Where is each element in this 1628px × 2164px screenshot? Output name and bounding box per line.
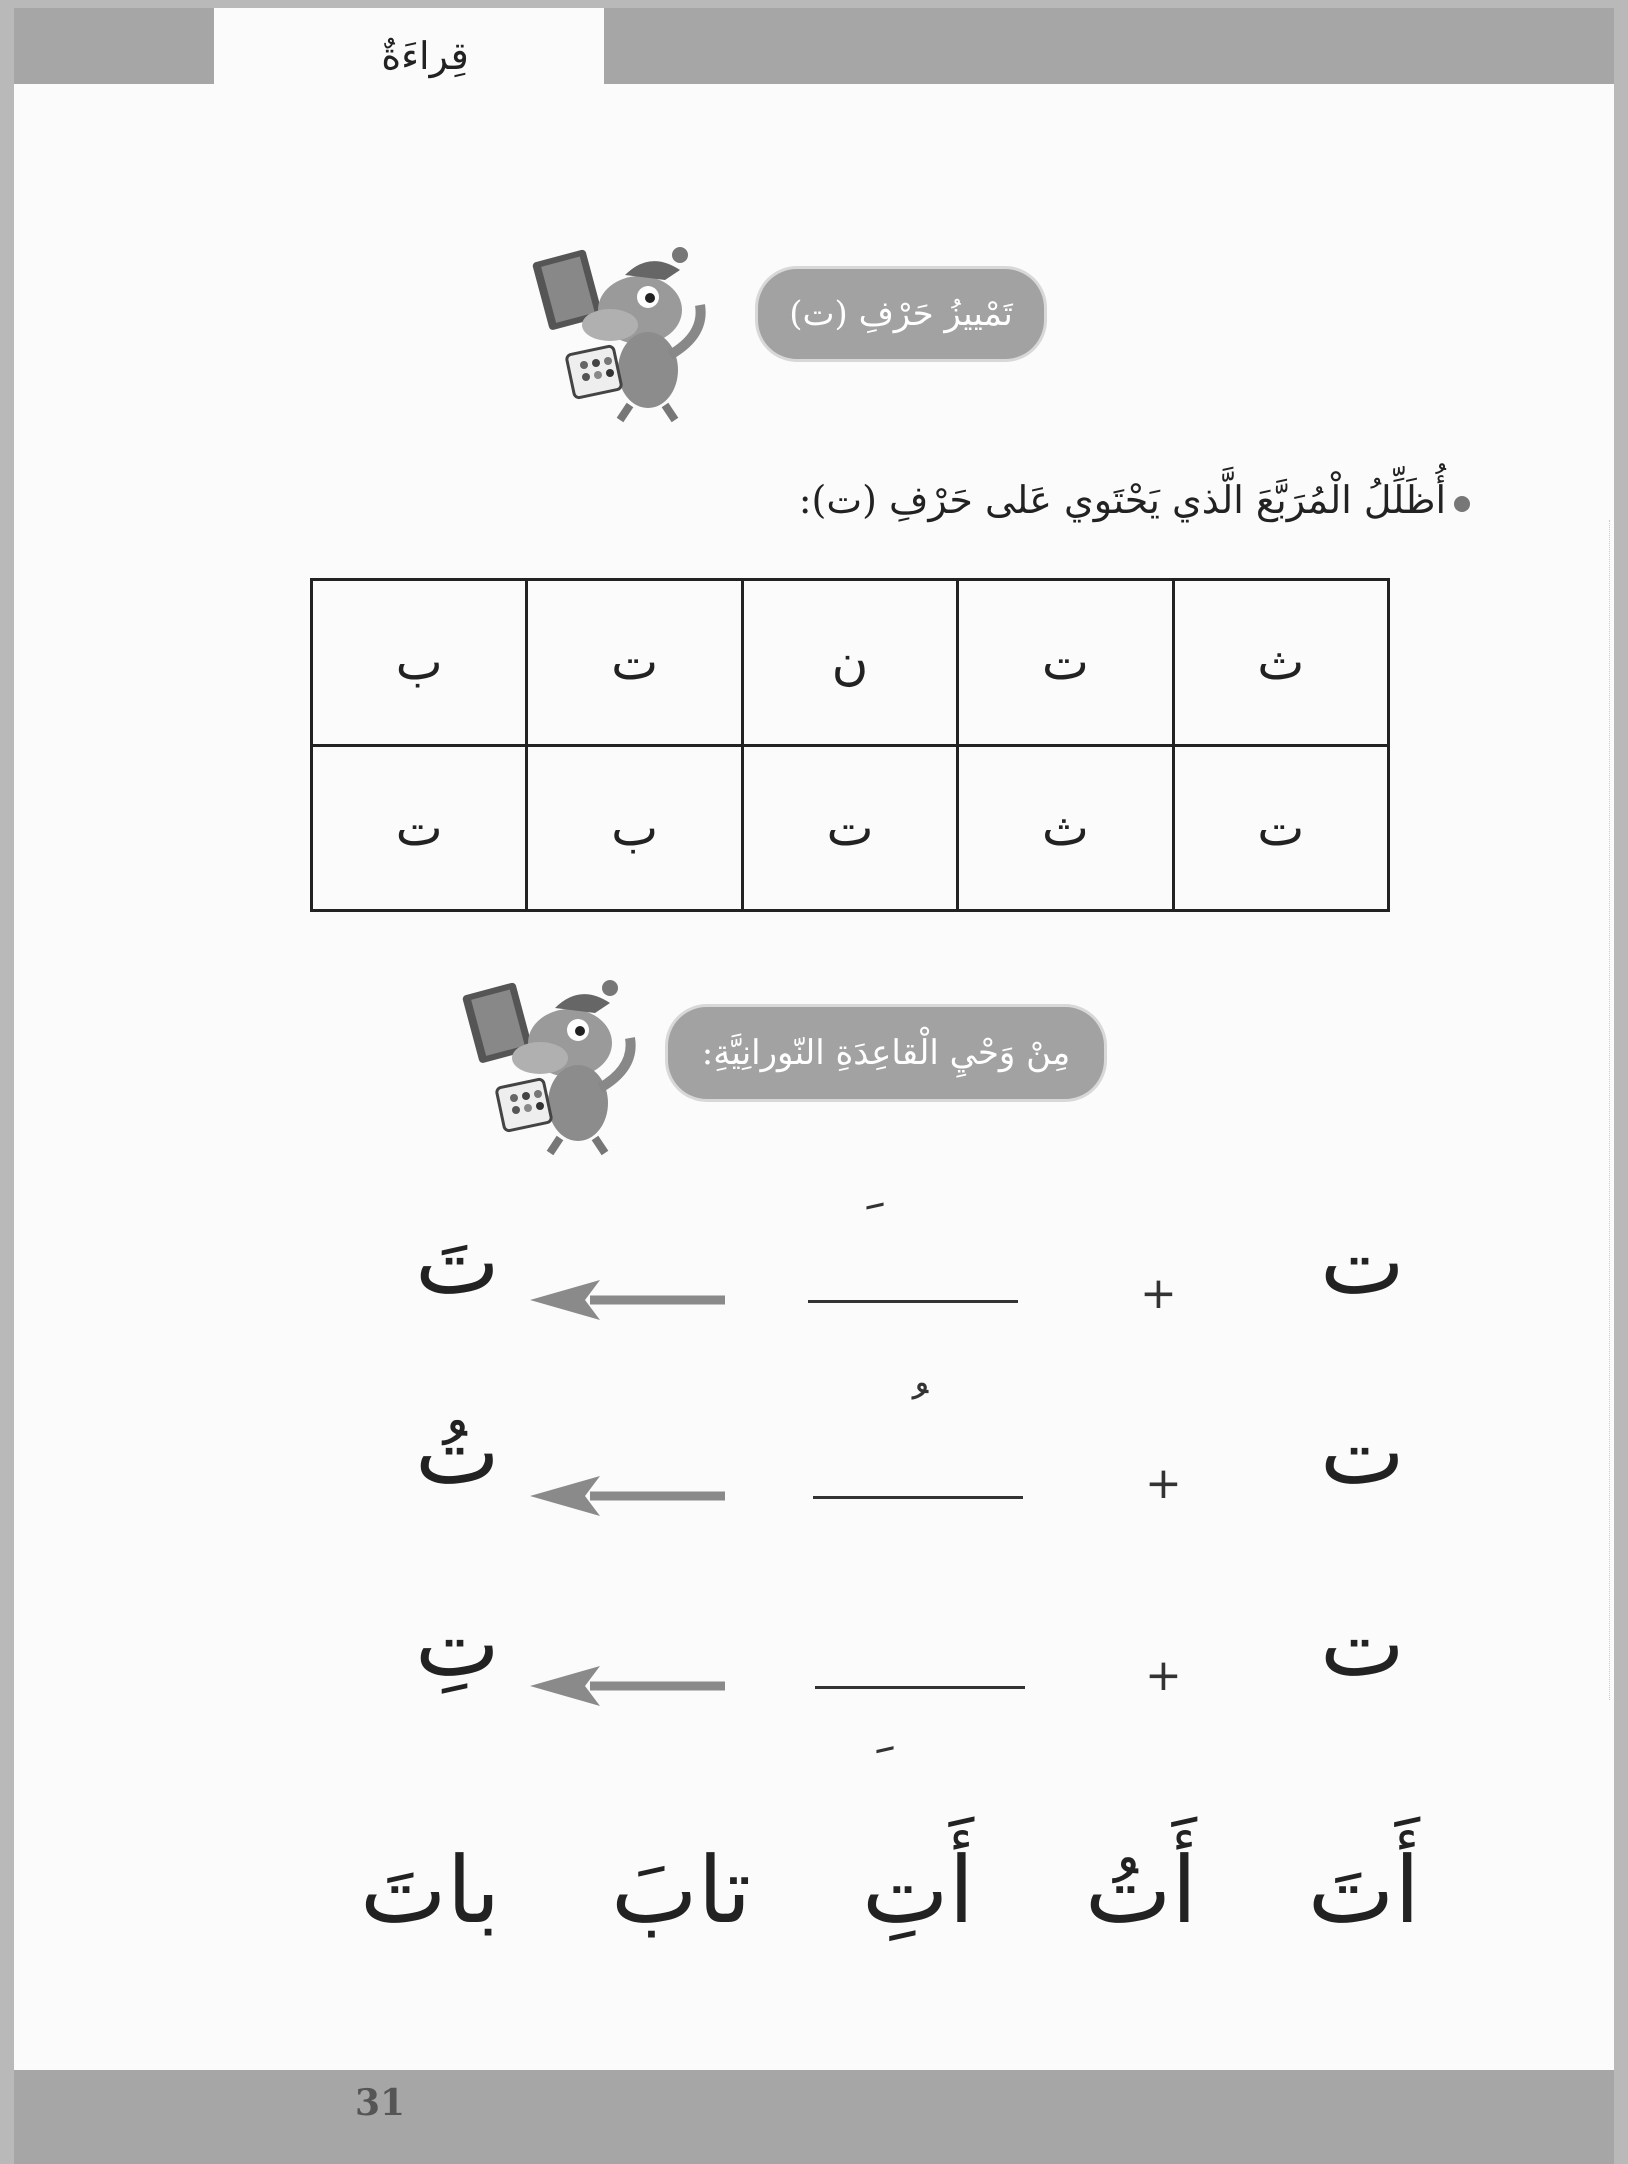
top-band-left <box>14 8 214 84</box>
practice-word: أَتِ <box>861 1836 975 1944</box>
arrow-left-icon <box>530 1280 730 1320</box>
grid-cell[interactable]: ب <box>312 580 527 746</box>
instruction-text <box>770 478 1470 538</box>
grid-cell[interactable]: ت <box>742 745 957 911</box>
plus-sign: + <box>1145 1458 1182 1509</box>
blank-line <box>813 1496 1023 1499</box>
blank-line <box>808 1300 1018 1303</box>
page-edge-bleed <box>1609 520 1624 1700</box>
base-letter: ت <box>1320 1400 1405 1505</box>
arrow-left-icon <box>530 1476 730 1516</box>
footer-band <box>14 2070 1614 2164</box>
grid-row <box>312 580 1389 746</box>
blank-line <box>815 1686 1025 1689</box>
result-letter: تُ <box>415 1400 500 1505</box>
grid-cell[interactable]: ب <box>527 745 742 911</box>
practice-word: أَتَ <box>1307 1836 1420 1944</box>
practice-word: باتَ <box>360 1836 501 1944</box>
result-letter: تِ <box>415 1592 500 1697</box>
grid-row <box>312 745 1389 911</box>
grid-cell[interactable]: ت <box>1173 745 1388 911</box>
grid-cell[interactable]: ت <box>958 580 1173 746</box>
bullet-icon <box>1454 496 1470 512</box>
grid-cell[interactable]: ن <box>742 580 957 746</box>
plus-sign: + <box>1145 1650 1182 1701</box>
practice-word: تابَ <box>610 1836 752 1944</box>
section-title-pill: مِنْ وَحْيِ الْقاعِدَةِ النّورانِيَّةِ: <box>665 1004 1107 1102</box>
top-band-right <box>604 8 1614 84</box>
grid-cell[interactable]: ت <box>312 745 527 911</box>
grid-cell[interactable]: ت <box>527 580 742 746</box>
practice-word: أَتُ <box>1084 1836 1198 1944</box>
base-letter: ت <box>1320 1210 1405 1315</box>
base-letter: ت <box>1320 1592 1405 1697</box>
section-title-pill: تَمْييزُ حَرْفِ (ت) <box>755 266 1047 362</box>
instruction-label: أُظَلِّلُ الْمُرَبَّعَ الَّذي يَحْتَوي عَلى حَرْفِ (ت): <box>798 478 1446 522</box>
crocodile-mascot-icon <box>530 235 730 425</box>
page-number: 31 <box>355 2082 406 2124</box>
letter-grid <box>310 578 1390 912</box>
grid-cell[interactable]: ث <box>958 745 1173 911</box>
plus-sign: + <box>1140 1268 1177 1319</box>
header-title: قِراءَةٌ <box>381 34 469 78</box>
result-letter: تَ <box>415 1210 500 1315</box>
crocodile-mascot-icon <box>460 968 660 1158</box>
practice-words <box>360 1830 1420 1950</box>
arrow-left-icon <box>530 1666 730 1706</box>
grid-cell[interactable]: ث <box>1173 580 1388 746</box>
